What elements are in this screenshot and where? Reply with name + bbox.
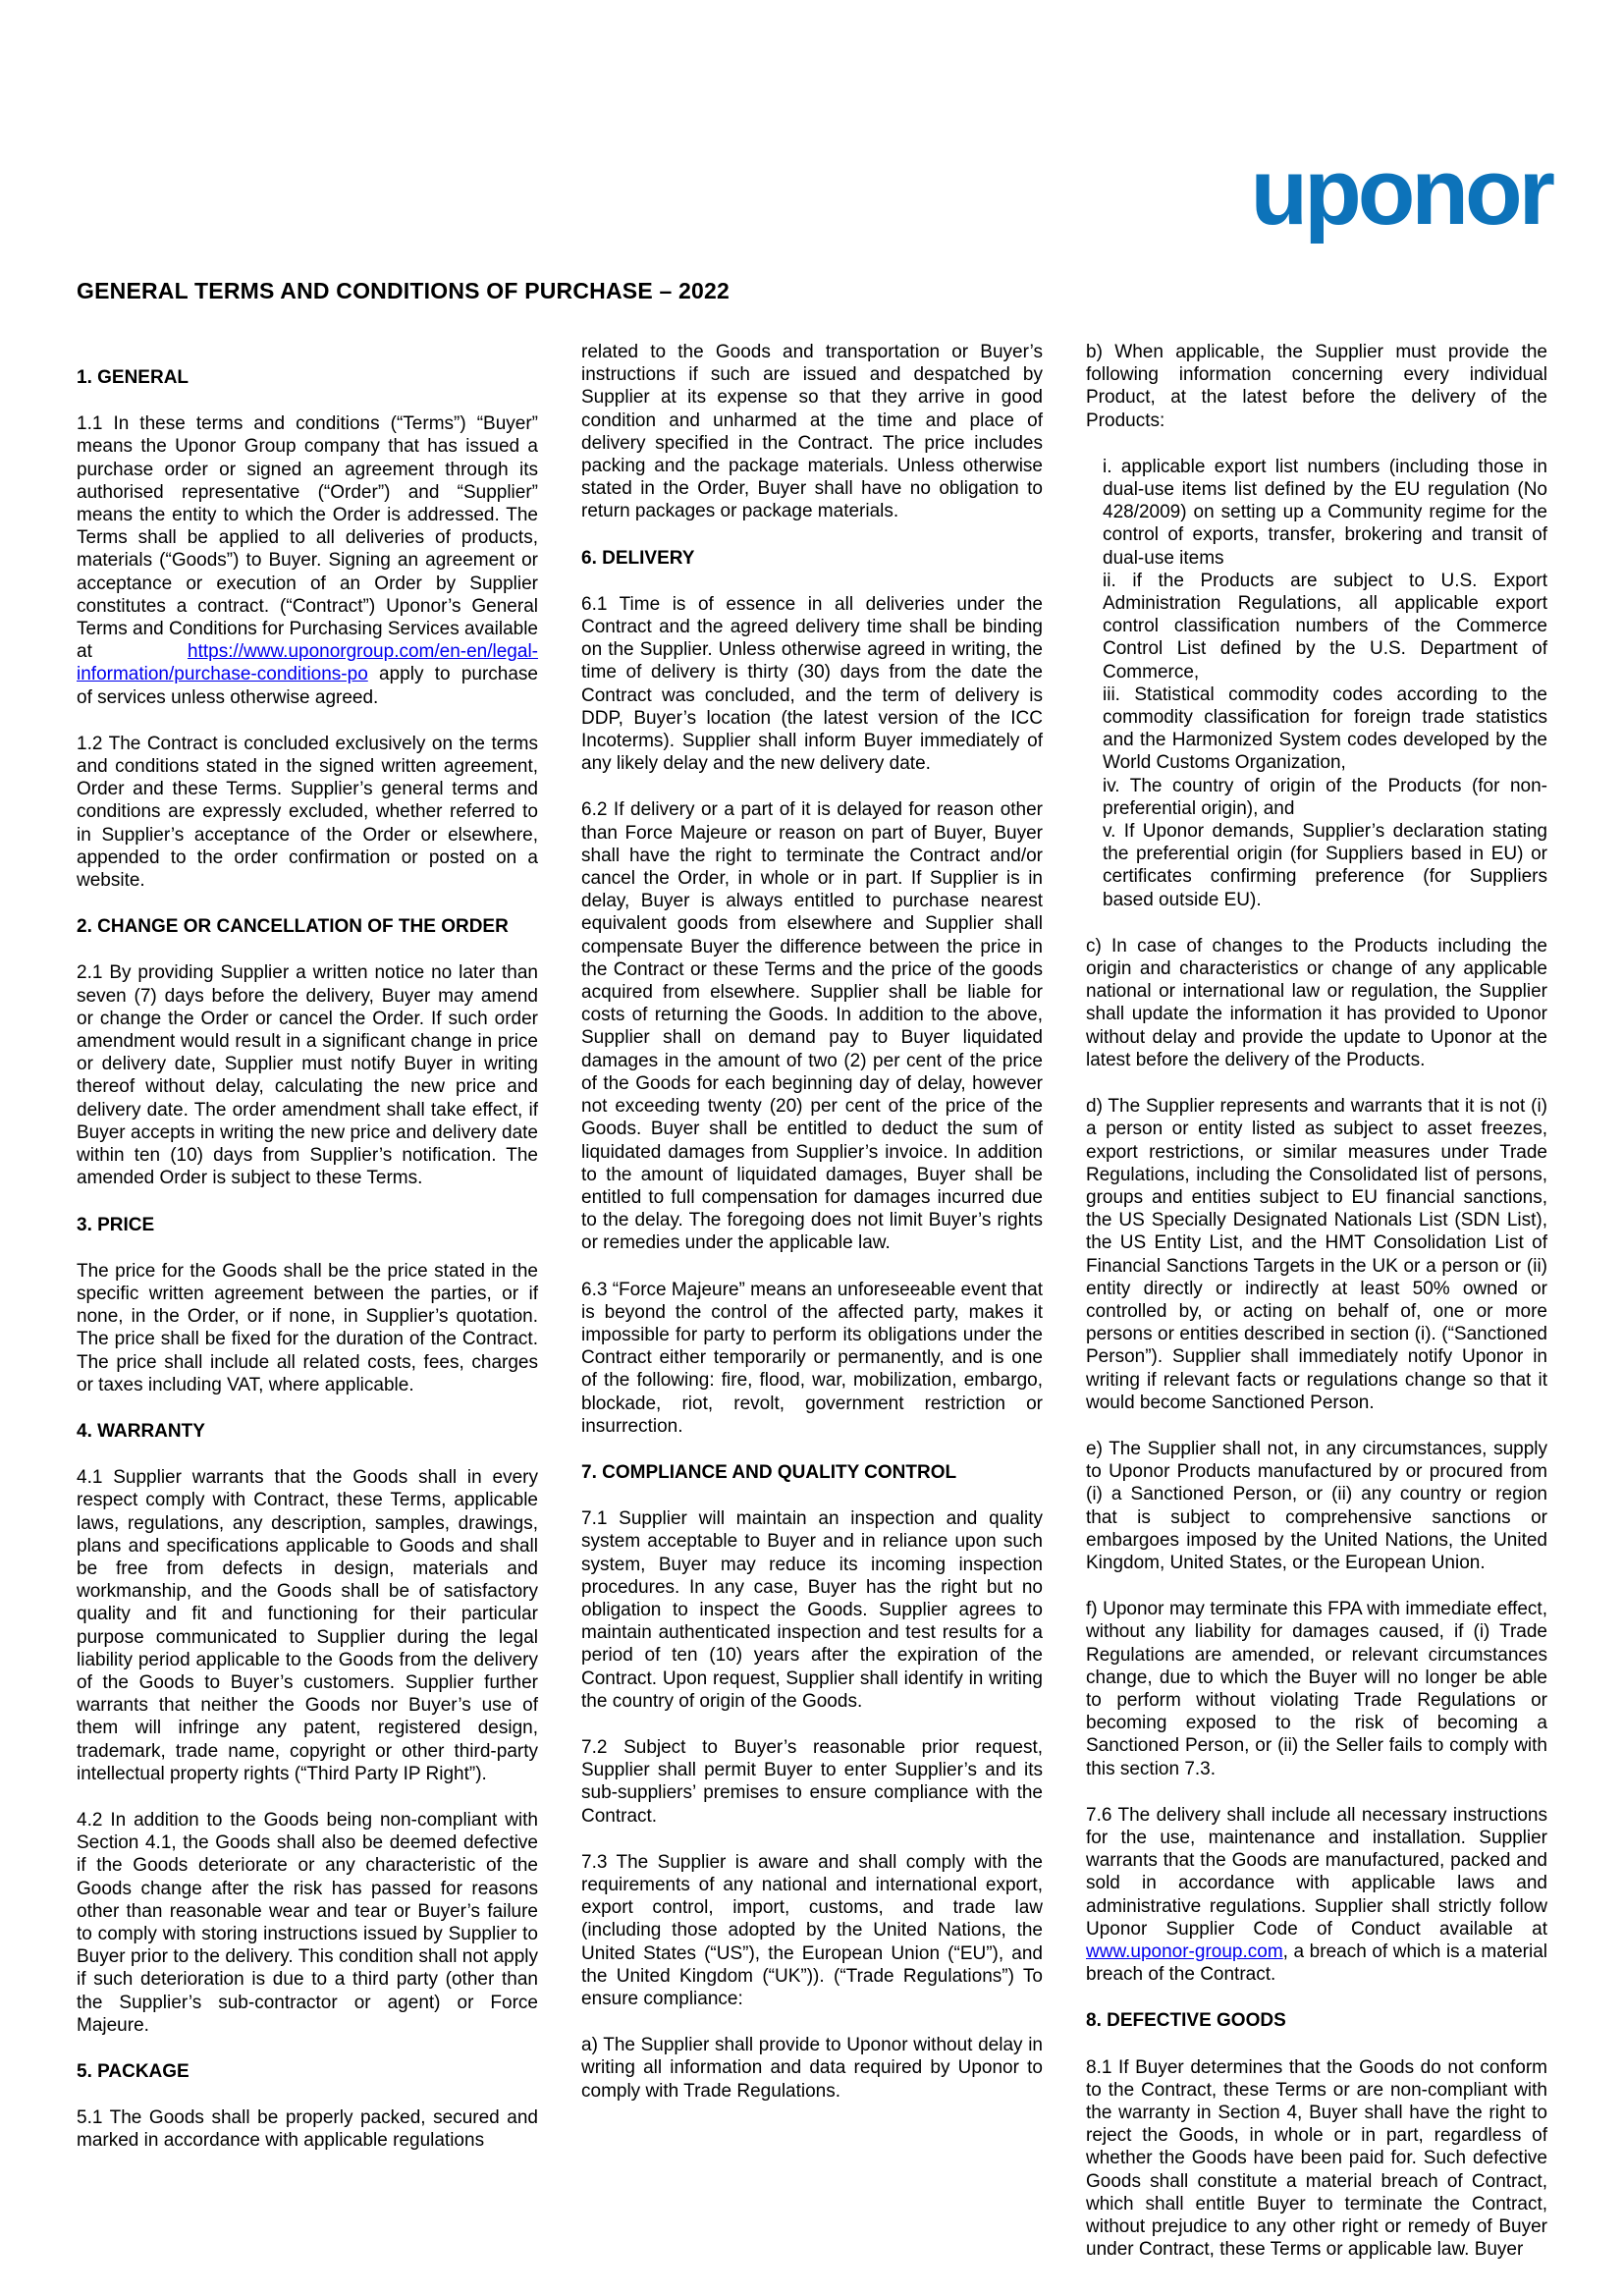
list-item-ii: ii. if the Products are subject to U.S. Export Administration Regulations, all applicable export control classification numbers of the Commerce Control List defined by the U.S. Department of Commerce,: [1103, 570, 1547, 683]
para-1-1: [77, 412, 538, 709]
uponor-group-link[interactable]: www.uponor-group.com: [1086, 1941, 1283, 1962]
para-6-3: 6.3 “Force Majeure” means an unforeseeable event that is beyond the control of the affected party, makes it impossible for party to perform its obligations under the Contract either temporarily or permanently, and is one of the following: fire, flood, war, mobilization, embargo, blockade, riot, revolt, government restriction or insurrection.: [581, 1279, 1043, 1437]
para-7-3-d: d) The Supplier represents and warrants that it is not (i) a person or entity listed as subject to asset freezes, export restrictions, or similar measures under Trade Regulations, including the Consolidated list of persons, groups and entities subject to EU financial sanctions, the US Specially Designated Nationals List (SDN List), the US Entity List, and the HMT Consolidation List of Financial Sanctions Targets in the UK or a person or (ii) entity directly or indirectly at least 50% owned or controlled by, or acting on behalf of, one or more persons or entities described in section (i). (“Sanctioned Person”). Supplier shall immediately notify Uponor in writing if relevant facts or regulations change so that it would become Sanctioned Person.: [1086, 1096, 1547, 1413]
purchase-conditions-link[interactable]: https://www.uponorgroup.com/en-en/legal-information/purchase-conditions-po: [77, 641, 538, 685]
para-7-1: 7.1 Supplier will maintain an inspection and quality system acceptable to Buyer and in reliance upon such system, Buyer may reduce its incoming inspection procedures. In any case, Buyer has the right but no obligation to inspect the Goods. Supplier agrees to maintain authenticated inspection and test results for a period of ten (10) years after the expiration of the Contract. Upon request, Supplier shall identify in writing the country of origin of the Goods.: [581, 1508, 1043, 1712]
section-heading-general: 1. GENERAL: [77, 367, 189, 388]
para-7-2: 7.2 Subject to Buyer’s reasonable prior request, Supplier shall permit Buyer to enter Supplier’s and its sub-suppliers’ premises to ensure compliance with the Contract.: [581, 1736, 1043, 1827]
para-4-1: 4.1 Supplier warrants that the Goods shall in every respect comply with Contract, these Terms, applicable laws, regulations, any description, samples, drawings, plans and specifications applicable to Goods and shall be free from defects in design, materials and workmanship, and the Goods shall be of satisfactory quality and fit and functioning for their particular purpose communicated to Supplier during the legal liability period applicable to the Goods from the delivery of the Goods to Buyer’s customers. Supplier further warrants that neither the Goods nor Buyer’s use of them will infringe any patent, registered design, trademark, trade name, copyright or other third-party intellectual property rights (“Third Party IP Right”).: [77, 1467, 538, 1784]
uponor-logo: uponor: [1250, 139, 1551, 245]
para-7-6: [1086, 1804, 1547, 1987]
para-7-6-text-after: , a breach of which is a material breach of the Contract.: [1086, 1941, 1547, 1986]
column-3: [1086, 341, 1547, 2284]
para-1-2: 1.2 The Contract is concluded exclusively on the terms and conditions stated in the signed written agreement, Order and these Terms. Supplier’s general terms and conditions are expressly excluded, whether referred to in Supplier’s acceptance of the Order or elsewhere, appended to the order confirmation or posted on a website.: [77, 733, 538, 892]
para-7-3-b: b) When applicable, the Supplier must provide the following information concerning every individual Product, at the latest before the delivery of the Products:: [1086, 342, 1547, 431]
column-2: [581, 341, 1043, 2284]
para-2-1: 2.1 By providing Supplier a written notice no later than seven (7) days before the delivery, Buyer may amend or change the Order or cancel the Order. If such order amendment would result in a significant change in price or delivery date, Supplier must notify Buyer in writing thereof without delay, calculating the new price and delivery date. The order amendment shall take effect, if Buyer accepts in writing the new price and delivery date within ten (10) days from Supplier’s notification. The amended Order is subject to these Terms.: [77, 962, 538, 1189]
section-heading-compliance: 7. COMPLIANCE AND QUALITY CONTROL: [581, 1461, 957, 1483]
section-heading-change-or-cancellation: 2. CHANGE OR CANCELLATION OF THE ORDER: [77, 916, 509, 938]
list-item-iii: iii. Statistical commodity codes according to the commodity classification for foreign trade statistics and the Harmonized System codes developed by the World Customs Organization,: [1103, 683, 1547, 774]
para-1-1-text-after: apply to purchase of services unless otherwise agreed.: [77, 664, 538, 708]
list-item-i: i. applicable export list numbers (including those in dual-use items list defined by the EU regulation (No 428/2009) on setting up a Community regime for the control of exports, transfer, brokering and transit of dual-use items: [1103, 456, 1547, 569]
list-item-iv: iv. The country of origin of the Products (for non-preferential origin), and: [1103, 775, 1547, 819]
column-1: [77, 341, 538, 2284]
export-info-list: [1086, 456, 1547, 911]
para-6-1: 6.1 Time is of essence in all deliveries under the Contract and the agreed delivery time shall be binding on the Supplier. Unless otherwise agreed in writing, the time of delivery is thirty (30) days from the date the Contract was concluded, and the term of delivery is DDP, Buyer’s location (the latest version of the ICC Incoterms). Supplier shall inform Buyer immediately of any likely delay and the new delivery date.: [581, 593, 1043, 775]
para-7-3-e: e) The Supplier shall not, in any circumstances, supply to Uponor Products manufactured by or procured from (i) a Sanctioned Person, or (ii) any country or region that is subject to comprehensive sanctions or embargoes imposed by the United Nations, the United Kingdom, United States, or the European Union.: [1086, 1438, 1547, 1573]
para-1-1-text: 1.1 In these terms and conditions (“Terms”) “Buyer” means the Uponor Group company that has issued a purchase order or signed an agreement through its authorised representative (“Order”) and “Supplier” means the entity to which the Order is addressed. The Terms shall be applied to all deliveries of products, materials (“Goods”) to Buyer. Signing an agreement or acceptance or execution of an Order by Supplier constitutes a contract. (“Contract”) Uponor’s General Terms and Conditions for Purchasing Services available at: [77, 413, 538, 663]
para-7-3-f: f) Uponor may terminate this FPA with immediate effect, without any liability for damages caused, if (i) Trade Regulations are amended, or relevant circumstances change, due to which the Buyer will no longer be able to perform without violating Trade Regulations or becoming exposed to the risk of becoming a Sanctioned Person, or (ii) the Seller fails to comply with this section 7.3.: [1086, 1599, 1547, 1779]
para-4-2: 4.2 In addition to the Goods being non-compliant with Section 4.1, the Goods shall also be deemed defective if the Goods deteriorate or any characteristic of the Goods change after the risk has passed for reasons other than reasonable wear and tear or Buyer’s failure to comply with storing instructions issued by Supplier to Buyer prior to the delivery. This condition shall not apply if such deterioration is due to a third party (other than the Supplier’s sub-contractor or agent) or Force Majeure.: [77, 1809, 538, 2036]
section-heading-price: 3. PRICE: [77, 1214, 155, 1235]
para-3: The price for the Goods shall be the price stated in the specific written agreement between the parties, or if none, in the Order, or if none, in Supplier’s quotation. The price shall be fixed for the duration of the Contract. The price shall include all related costs, fees, charges or taxes including VAT, where applicable.: [77, 1260, 538, 1395]
para-6-2: 6.2 If delivery or a part of it is delayed for reason other than Force Majeure or reason on part of Buyer, Buyer shall have the right to terminate the Contract and/or cancel the Order, in whole or in part. If Supplier is in delay, Buyer is always entitled to purchase nearest equivalent goods from elsewhere and Supplier shall compensate Buyer the difference between the price in the Contract or these Terms and the price of the goods acquired from elsewhere. Supplier shall be liable for costs of returning the Goods. In addition to the above, Supplier shall on demand pay to Buyer liquidated damages in the amount of two (2) per cent of the price of the Goods for each beginning day of delay, however not exceeding twenty (20) per cent of the price of the Goods. Buyer shall be entitled to deduct the sum of liquidated damages from Supplier’s invoice. In addition to the amount of liquidated damages, Buyer shall be entitled to full compensation for damages incurred due to the delay. The foregoing does not limit Buyer’s rights or remedies under the applicable law.: [581, 799, 1043, 1254]
document-body: [77, 341, 1547, 2284]
para-7-3-c: c) In case of changes to the Products including the origin and characteristics or change of any applicable national or international law or regulation, the Supplier shall update the information it has provided to Uponor without delay and provide the update to Uponor at the latest before the delivery of the Products.: [1086, 935, 1547, 1070]
page-title: GENERAL TERMS AND CONDITIONS OF PURCHASE – 2022: [77, 278, 731, 303]
para-7-3-a: a) The Supplier shall provide to Uponor without delay in writing all information and data required by Uponor to comply with Trade Regulations.: [581, 2035, 1043, 2102]
section-heading-defective-goods: 8. DEFECTIVE GOODS: [1086, 2010, 1286, 2032]
para-7-6-text: 7.6 The delivery shall include all necessary instructions for the use, maintenance and installation. Supplier warrants that the Goods are manufactured, packed and sold in accordance with applicable laws and administrative regulations. Supplier shall strictly follow Uponor Supplier Code of Conduct available at: [1086, 1804, 1547, 1940]
section-heading-delivery: 6. DELIVERY: [581, 547, 695, 569]
list-item-v: v. If Uponor demands, Supplier’s declaration stating the preferential origin (for Suppliers based in EU) or certificates confirming preference (for Suppliers based outside EU).: [1103, 821, 1547, 910]
para-7-3: 7.3 The Supplier is aware and shall comply with the requirements of any national and international export, export control, import, customs, and trade law (including those adopted by the United Nations, the United States (“US”), the European Union (“EU”), and the United Kingdom (“UK”)). (“Trade Regulations”) To ensure compliance:: [581, 1851, 1043, 2009]
section-heading-package: 5. PACKAGE: [77, 2061, 189, 2082]
section-heading-warranty: 4. WARRANTY: [77, 1420, 205, 1442]
para-5-1-continued: related to the Goods and transportation or Buyer’s instructions if such are issued and despatched by Supplier at its expense so that they arrive in good condition and unharmed at the time and place of delivery specified in the Contract. The price includes packing and the package materials. Unless otherwise stated in the Order, Buyer shall have no obligation to return packages or package materials.: [581, 342, 1043, 522]
para-5-1: 5.1 The Goods shall be properly packed, secured and marked in accordance with applicable regulations: [77, 2107, 538, 2152]
para-8-1: 8.1 If Buyer determines that the Goods do not conform to the Contract, these Terms or are non-compliant with the warranty in Section 4, Buyer shall have the right to reject the Goods, in whole or in part, regardless of whether the Goods have been paid for. Such defective Goods shall constitute a material breach of Contract, which shall entitle Buyer to terminate the Contract, without prejudice to any other right or remedy of Buyer under Contract, these Terms or applicable law. Buyer: [1086, 2056, 1547, 2261]
